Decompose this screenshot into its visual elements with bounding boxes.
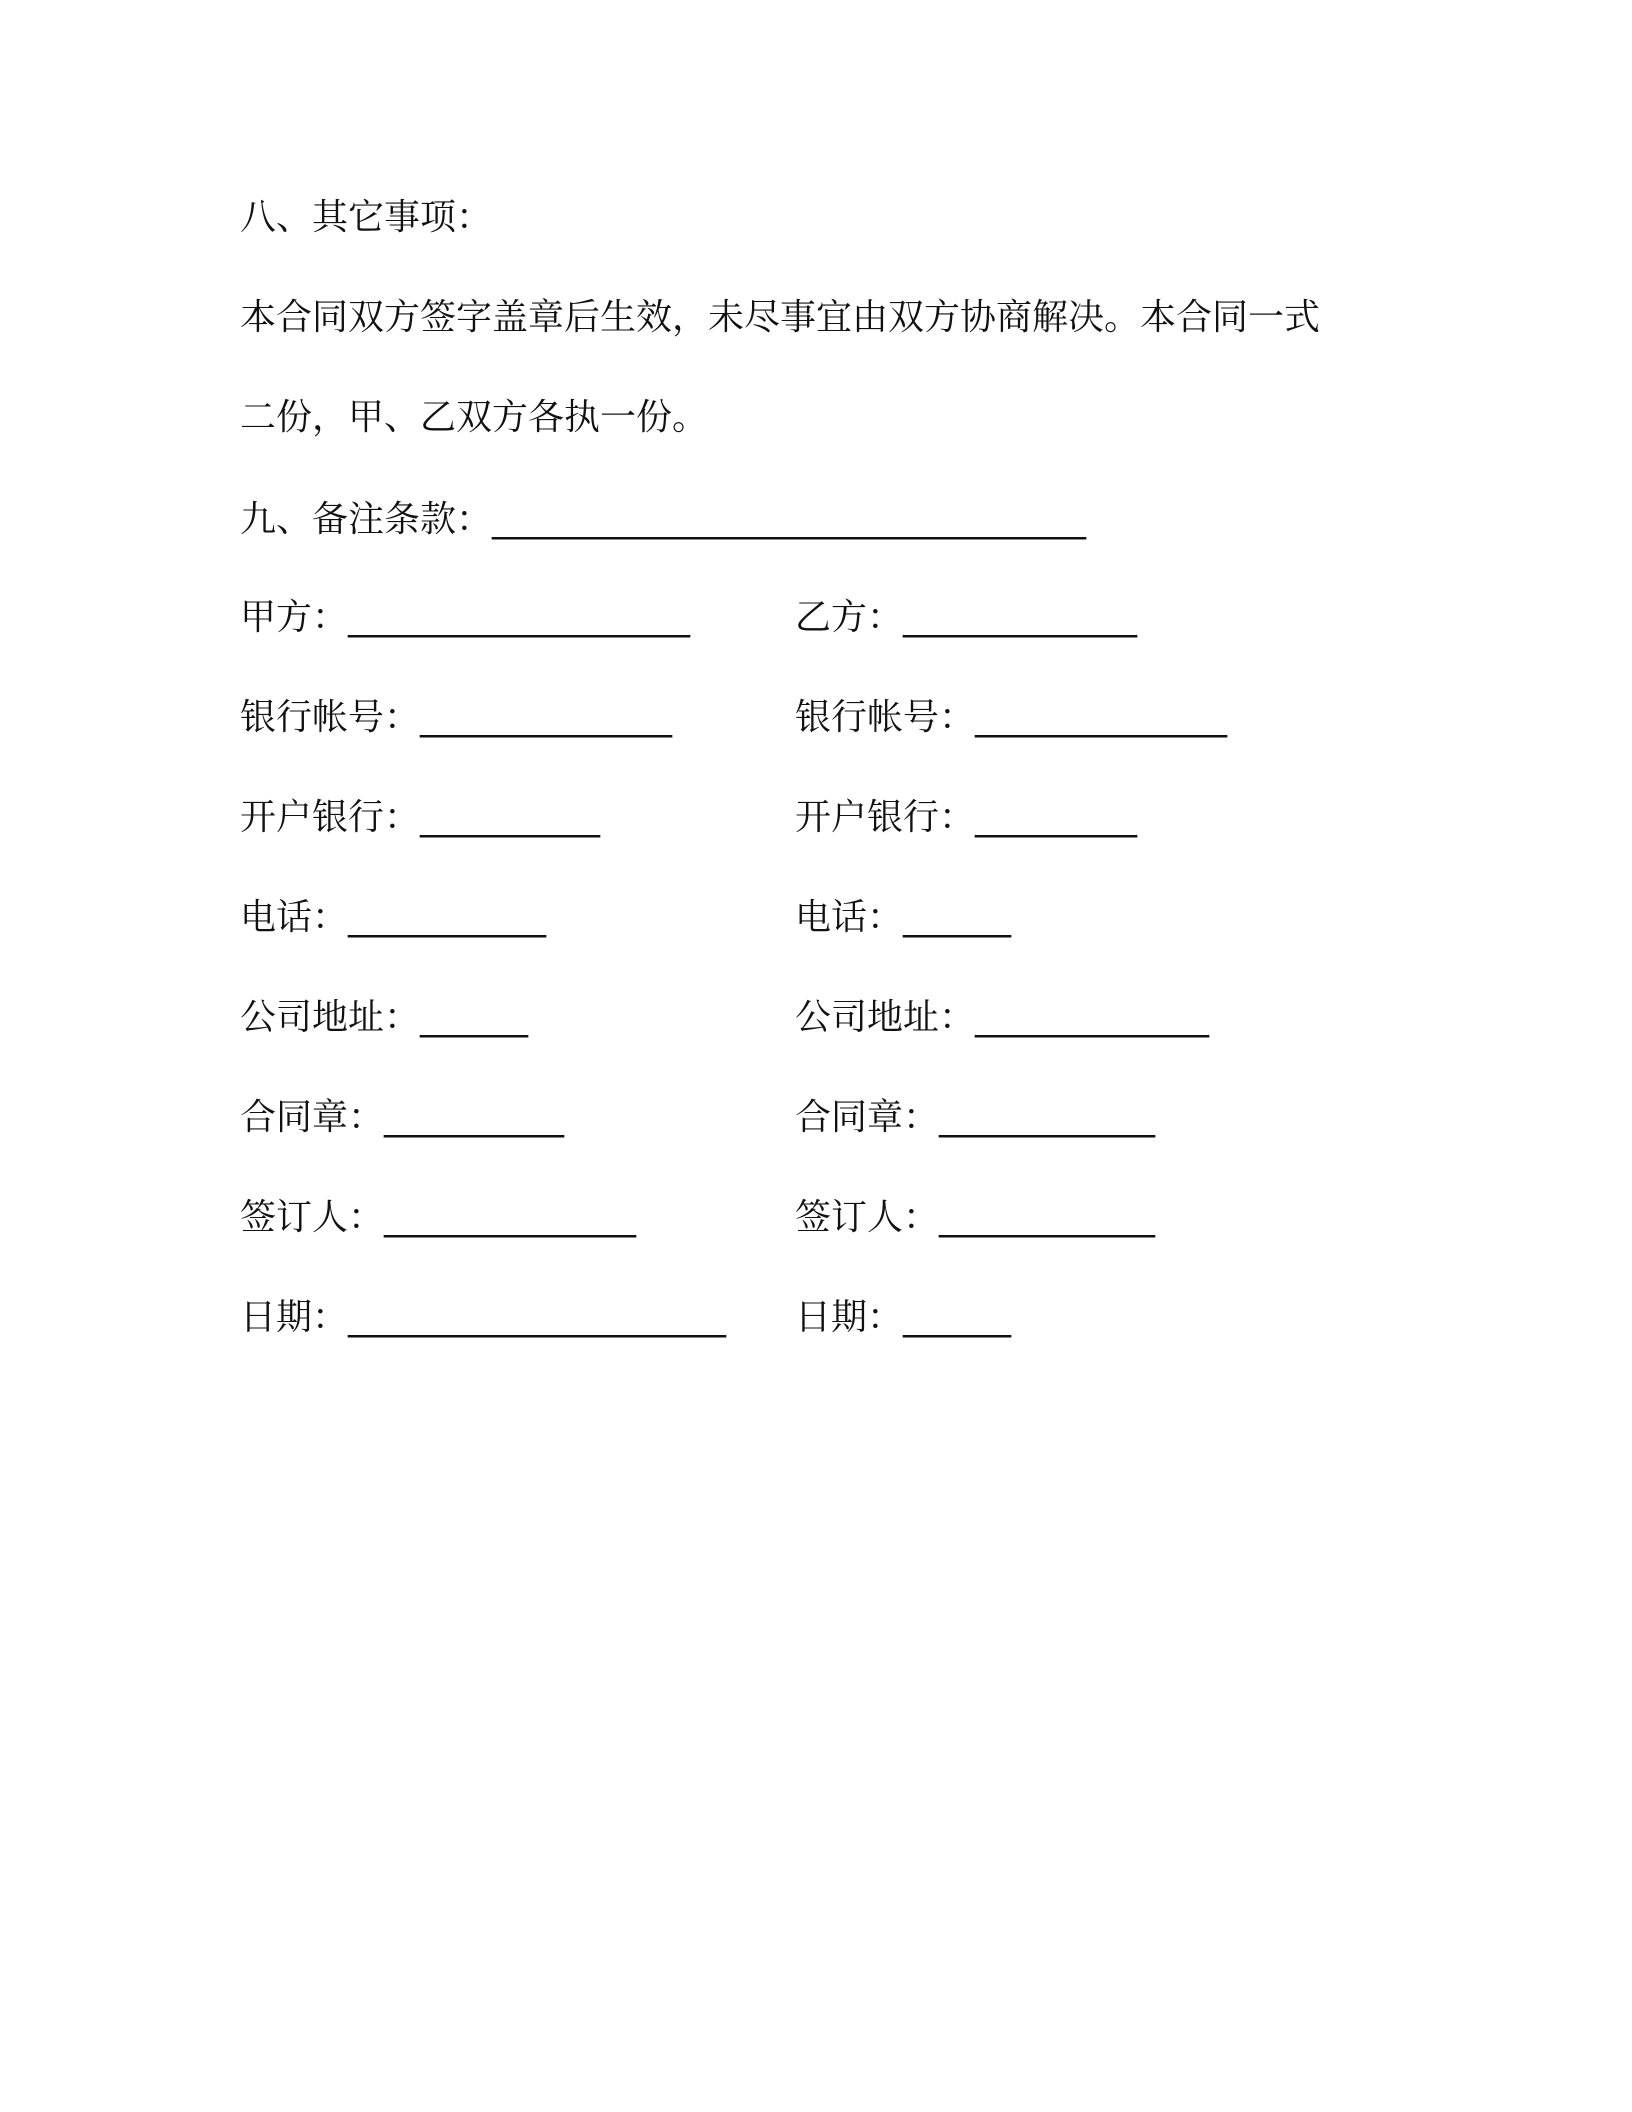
- party-a-contract-seal-field: 合同章：__________: [240, 1097, 565, 1138]
- party-b-address-field: 公司地址：_____________: [795, 997, 1210, 1038]
- party-a-bank-name-field: 开户银行：__________: [240, 797, 601, 838]
- section-8-heading: 八、其它事项：: [240, 197, 493, 238]
- party-a-bank-account-field: 银行帐号：______________: [240, 697, 673, 738]
- party-a-address-field: 公司地址：______: [240, 997, 529, 1038]
- party-b-signatory-field: 签订人：____________: [795, 1197, 1156, 1238]
- section-8-paragraph-line-2: 二份，甲、乙双方各执一份。: [240, 397, 709, 438]
- party-a-signatory-field: 签订人：______________: [240, 1197, 637, 1238]
- party-b-contract-seal-field: 合同章：____________: [795, 1097, 1156, 1138]
- party-b-bank-name-field: 开户银行：_________: [795, 797, 1138, 838]
- party-a-phone-field: 电话：___________: [240, 897, 547, 938]
- party-b-phone-field: 电话：______: [795, 897, 1012, 938]
- party-b-date-field: 日期：______: [795, 1297, 1012, 1338]
- section-8-paragraph-line-1: 本合同双方签字盖章后生效，未尽事宜由双方协商解决。本合同一式: [240, 297, 1321, 338]
- party-b-bank-account-field: 银行帐号：______________: [795, 697, 1228, 738]
- party-a-name-field: 甲方：___________________: [240, 597, 691, 638]
- section-9-remark: 九、备注条款：_________________________________: [240, 499, 1087, 540]
- party-b-name-field: 乙方：_____________: [795, 597, 1138, 638]
- party-a-date-field: 日期：_____________________: [240, 1297, 727, 1338]
